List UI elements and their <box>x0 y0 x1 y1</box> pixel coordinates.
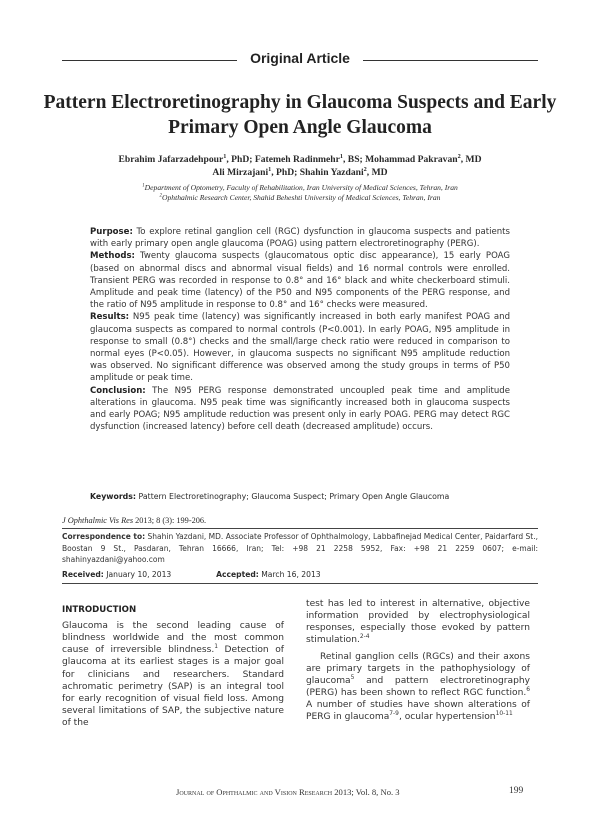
citation: J Ophthalmic Vis Res 2013; 8 (3): 199-206. <box>62 516 207 525</box>
affiliation: $^2$Ophthalmic Research Center, Shahid Beheshti University of Medical Sciences, Tehran, Iran <box>159 193 441 202</box>
affiliations <box>70 183 530 203</box>
abstract-methods: Methods: Twenty glaucoma suspects (glaucomatous optic disc appearance), 15 early POAG (based on abnormal discs and abnormal visual fields) and 16 normal controls were enrolled. Transient PERG was recorded in response to 0.8° and 16° black and white checkerboard stimuli. Amplitude and peak time (latency) of the P50 and N95 components of the PERG response, and the ratio of N95 amplitude in response to 0.8° and 16° checks were measured. <box>90 251 510 311</box>
paragraph: Glaucoma is the second leading cause of blindness worldwide and the most common cause of irreversible blindness.$^1$ Detection of glaucoma at its earliest stages is a major goal for clinicians and researchers. Standard achromatic perimetry (SAP) is an integral tool for early recognition of visual field loss. Among several limitations of SAP, the subjective nature of the <box>62 621 284 729</box>
author: Ali Mirzajani <box>212 167 269 178</box>
author: Ebrahim Jafarzadehpour <box>118 154 224 165</box>
abstract-conclusion: Conclusion: The N95 PERG response demonstrated uncoupled peak time and amplitude alterations in glaucoma. N95 peak time was significantly increased both in glaucoma suspects and early POAG; N95 amplitude reduction was present only in early POAG. PERG may detect RGC dysfunction (increased latency) before cell death (decreased amplitude) occurs. <box>90 385 510 433</box>
article-type: Original Article <box>0 50 600 68</box>
keywords: Keywords: Pattern Electroretinography; Glaucoma Suspect; Primary Open Angle Glaucoma <box>90 492 450 501</box>
abstract-purpose: Purpose: To explore retinal ganglion cell (RGC) dysfunction in glaucoma suspects and patients with early primary open angle glaucoma (POAG) using pattern electroretinography (PERG). <box>90 227 510 250</box>
affiliation: $^1$Department of Optometry, Faculty of Rehabilitation, Iran University of Medical Sciences, Tehran, Iran <box>142 183 458 192</box>
section-heading-introduction: INTRODUCTION <box>62 605 137 615</box>
page-number: 199 <box>509 786 524 796</box>
divider <box>62 528 538 529</box>
paragraph: test has led to interest in alternative, objective information provided by electrophysiological responses, especially those evoked by pattern stimulation.$^{2-4}$ <box>306 599 530 646</box>
abstract-results: Results: N95 peak time (latency) was significantly increased in both early manifest POAG and glaucoma suspects as compared to normal controls (P<0.001). In early POAG, N95 amplitude in response to small (0.8°) checks and the small/large check ratio were reduced in comparison to normal eyes (P<0.05). However, in glaucoma suspects no significant N95 amplitude reduction was observed. No significant difference was observed among the study groups in terms of P50 amplitude or peak time. <box>90 312 510 384</box>
article-dates: Received: January 10, 2013 Accepted: March 16, 2013 <box>62 570 321 579</box>
running-footer: Journal of Ophthalmic and Vision Research 2013; Vol. 8, No. 3 <box>176 787 400 797</box>
author: Shahin Yazdani <box>299 167 364 178</box>
body-column-left <box>62 620 284 729</box>
body-column-right <box>306 598 530 724</box>
abstract <box>90 226 510 433</box>
paragraph: Retinal ganglion cells (RGCs) and their axons are primary targets in the pathophysiology of glaucoma$^5$ and pattern electroretinography (PERG) has been shown to reflect RGC function.$^6$ A number of studies have shown alterations of PERG in glaucoma$^{7-9}$, ocular hypertension$^{10-11}$ <box>306 651 530 723</box>
author: Mohammad Pakravan <box>365 154 458 165</box>
author-list: Ebrahim Jafarzadehpour$^1$, PhD; Fatemeh Radinmehr$^1$, BS; Mohammad Pakravan$^2$, MD Ali Mirzajani$^1$, PhD; Shahin Yazdani$^2$, MD <box>118 152 482 178</box>
author: Fatemeh Radinmehr <box>254 154 340 165</box>
paper-title: Pattern Electroretinography in Glaucoma Suspects and Early Primary Open Angle Glaucoma <box>43 92 557 138</box>
correspondence: Correspondence to: Shahin Yazdani, MD. Associate Professor of Ophthalmology, Labbafinejad Medical Center, Paidarfard St., Boostan 9 St., Pasdaran, Tehran 16666, Iran; Tel: +98 21 2258 5952, Fax: +98 21 2259 0607; e-mail: shahinyazdani@yahoo.com <box>62 532 538 565</box>
divider <box>62 583 538 584</box>
